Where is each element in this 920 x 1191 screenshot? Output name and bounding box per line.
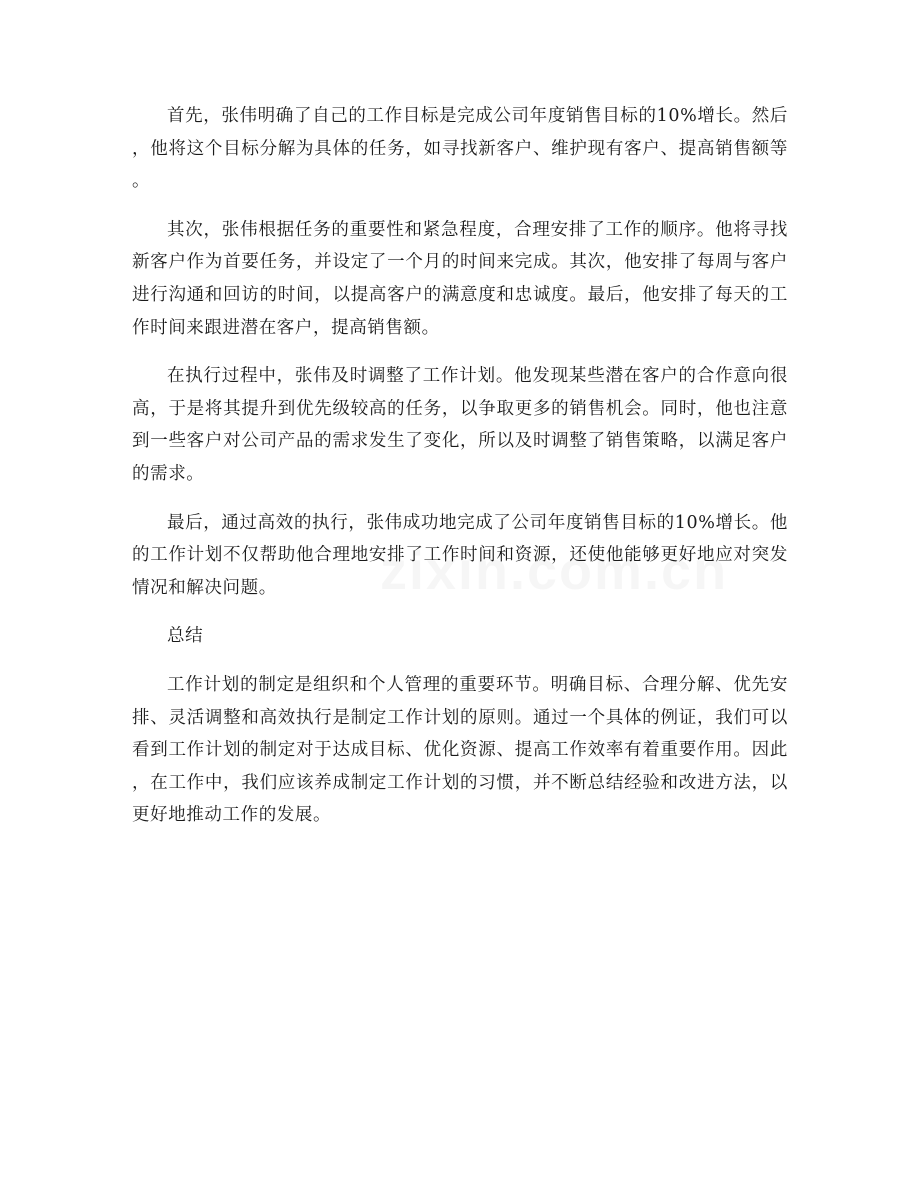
paragraph-priority: 其次，张伟根据任务的重要性和紧急程度，合理安排了工作的顺序。他将寻找新客户作为首要任务，并设定了一个月的时间来完成。其次，他安排了每周与客户进行沟通和回访的时间，以提高客户的满意度和忠诚度。最后，他安排了每天的工作时间来跟进潜在客户，提高销售额。 xyxy=(132,219,788,338)
summary-heading: 总结 xyxy=(167,626,204,647)
paragraph-adjustment: 在执行过程中，张伟及时调整了工作计划。他发现某些潜在客户的合作意向很高，于是将其提升到优先级较高的任务，以争取更多的销售机会。同时，他也注意到一些客户对公司产品的需求发生了变化，所以及时调整了销售策略，以满足客户的需求。 xyxy=(132,366,788,484)
document-body xyxy=(132,100,788,848)
paragraph-result: 最后，通过高效的执行，张伟成功地完成了公司年度销售目标的10%增长。他的工作计划不仅帮助他合理地安排了工作时间和资源，还使他能够更好地应对突发情况和解决问题。 xyxy=(132,512,788,598)
summary-paragraph: 工作计划的制定是组织和个人管理的重要环节。明确目标、合理分解、优先安排、灵活调整和高效执行是制定工作计划的原则。通过一个具体的例证，我们可以看到工作计划的制定对于达成目标、优化资源、提高工作效率有着重要作用。因此，在工作中，我们应该养成制定工作计划的习惯，并不断总结经验和改进方法，以更好地推动工作的发展。 xyxy=(132,674,788,826)
paragraph-goal: 首先，张伟明确了自己的工作目标是完成公司年度销售目标的10%增长。然后，他将这个目标分解为具体的任务，如寻找新客户、维护现有客户、提高销售额等。 xyxy=(132,106,788,192)
